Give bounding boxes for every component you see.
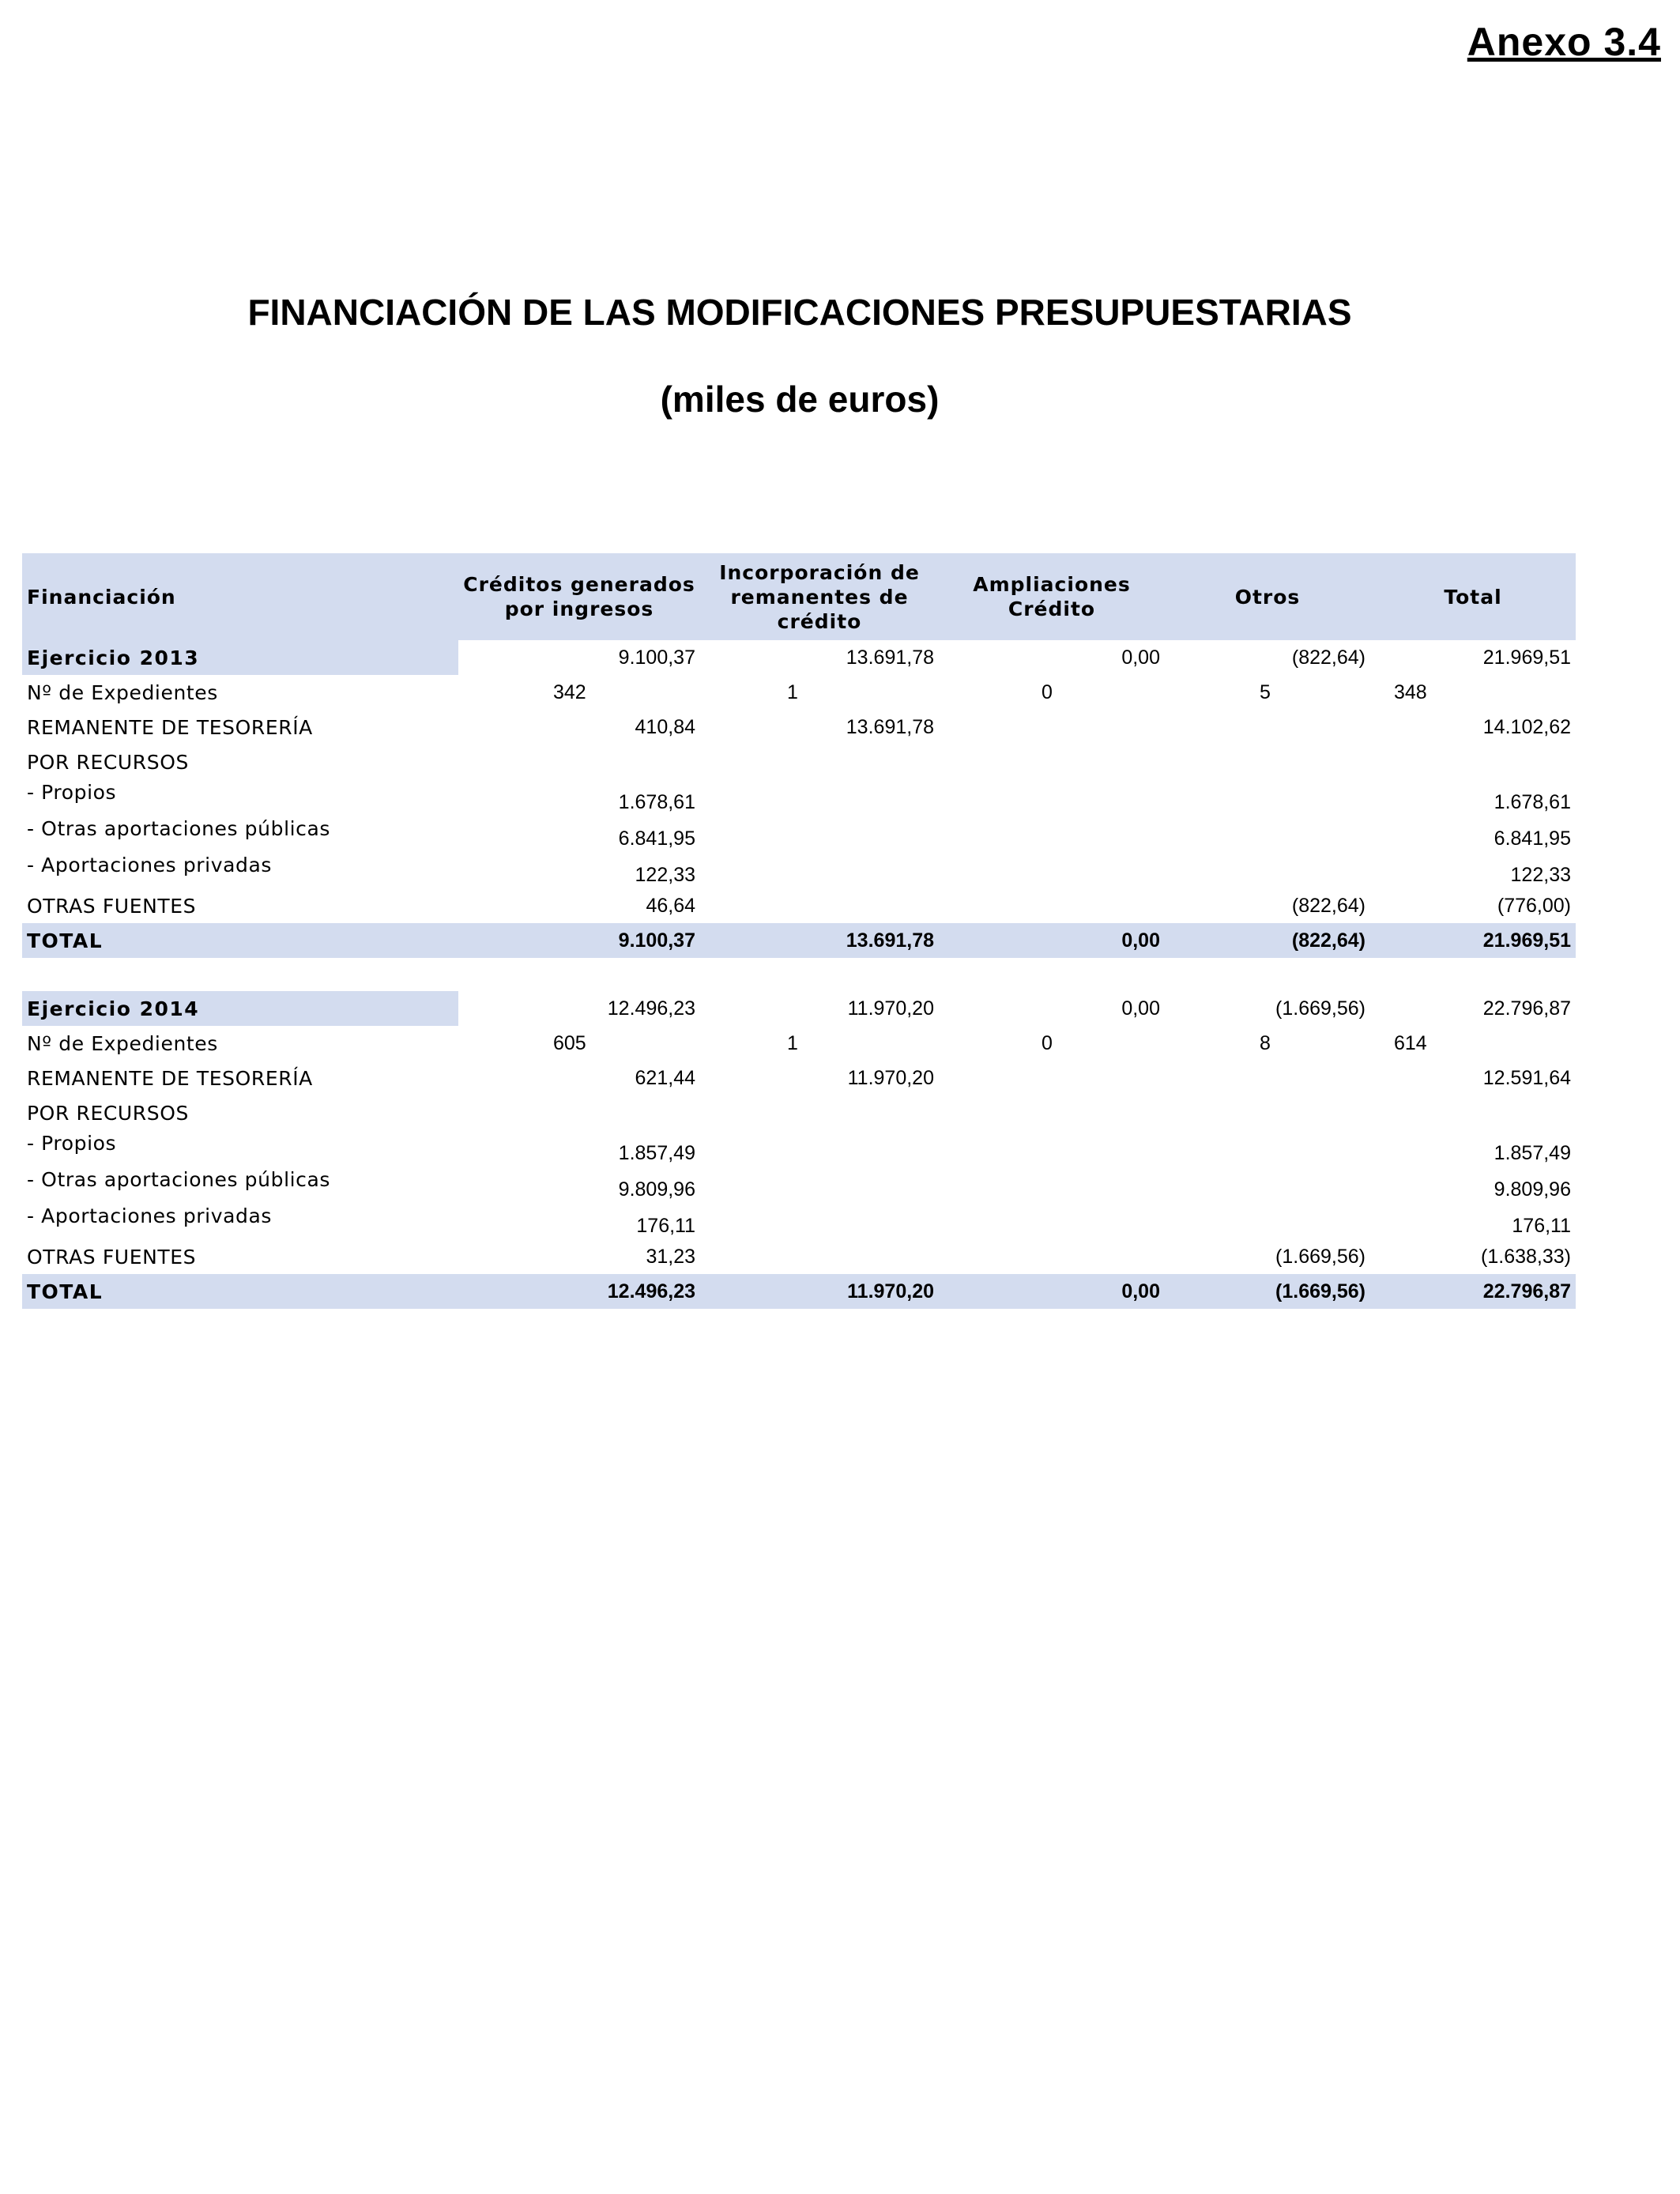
row-label: REMANENTE DE TESORERÍA	[27, 1066, 313, 1090]
value-cell: 614	[1394, 1031, 1427, 1054]
value-cell: 605	[553, 1031, 586, 1054]
value-cell: 5	[1260, 680, 1271, 703]
value-cell	[1165, 779, 1370, 816]
value-cell: (776,00)	[1497, 894, 1571, 917]
header-row	[22, 553, 1576, 640]
value-cell: 176,11	[1512, 1215, 1571, 1237]
value-cell	[700, 1095, 939, 1130]
value-cell	[939, 1130, 1165, 1167]
value-cell: 12.496,23	[607, 997, 695, 1020]
value-cell	[1165, 710, 1370, 745]
value-cell: 8	[1260, 1031, 1271, 1054]
row-label: OTRAS FUENTES	[27, 894, 197, 918]
value-cell	[939, 1203, 1165, 1239]
value-cell	[939, 710, 1165, 745]
value-cell: 0,00	[939, 923, 1165, 958]
header-financiacion: Financiación	[22, 553, 458, 640]
value-cell	[939, 1095, 1165, 1130]
expedientes-row	[22, 675, 1576, 710]
value-cell: 1	[787, 680, 798, 703]
value-cell	[700, 816, 939, 852]
value-cell: 13.691,78	[700, 923, 939, 958]
value-cell	[939, 1167, 1165, 1203]
propios-row	[22, 779, 1576, 816]
value-cell	[939, 888, 1165, 923]
value-cell: 11.970,20	[847, 997, 934, 1020]
header-total: Total	[1370, 553, 1576, 640]
total-row	[22, 1274, 1576, 1309]
value-cell: (822,64)	[1291, 894, 1365, 917]
row-label: Ejercicio 2014	[22, 991, 458, 1026]
row-label: - Propios	[27, 1132, 117, 1155]
propios-row	[22, 1130, 1576, 1167]
value-cell: 1	[787, 1031, 798, 1054]
value-cell: 122,33	[1510, 864, 1571, 886]
header-otros: Otros	[1165, 553, 1370, 640]
value-cell	[1165, 1167, 1370, 1203]
remanente-row	[22, 710, 1576, 745]
header-ampliaciones-credito: Ampliaciones Crédito	[939, 553, 1165, 640]
header-creditos-generados: Créditos generados por ingresos	[458, 553, 700, 640]
row-label: REMANENTE DE TESORERÍA	[27, 715, 313, 739]
year-row	[22, 640, 1576, 675]
year-row	[22, 991, 1576, 1026]
value-cell: 12.591,64	[1482, 1066, 1571, 1089]
value-cell: 0	[1042, 680, 1053, 703]
otras-fuentes-row	[22, 888, 1576, 923]
value-cell: 11.970,20	[700, 1274, 939, 1309]
value-cell: 46,64	[646, 894, 695, 917]
value-cell	[939, 816, 1165, 852]
value-cell: 621,44	[635, 1066, 695, 1089]
value-cell: 21.969,51	[1482, 646, 1571, 669]
value-cell	[1165, 816, 1370, 852]
value-cell	[1165, 1130, 1370, 1167]
spacer-cell	[22, 958, 1576, 991]
row-label: POR RECURSOS	[27, 1101, 189, 1125]
value-cell: 9.809,96	[618, 1178, 695, 1201]
value-cell: 0,00	[1121, 997, 1160, 1020]
value-cell	[700, 1203, 939, 1239]
value-cell: 9.100,37	[618, 646, 695, 669]
otras-aportaciones-row	[22, 816, 1576, 852]
value-cell: 22.796,87	[1482, 997, 1571, 1020]
value-cell: 0,00	[939, 1274, 1165, 1309]
row-label: TOTAL	[22, 923, 458, 958]
spacer-row	[22, 958, 1576, 991]
value-cell: 31,23	[646, 1245, 695, 1268]
value-cell	[939, 779, 1165, 816]
row-label: - Otras aportaciones públicas	[27, 817, 331, 840]
value-cell: (1.638,33)	[1481, 1245, 1571, 1268]
value-cell	[700, 1130, 939, 1167]
value-cell	[700, 888, 939, 923]
value-cell	[1165, 1203, 1370, 1239]
value-cell	[939, 745, 1165, 779]
value-cell	[939, 1061, 1165, 1095]
value-cell: 0	[1042, 1031, 1053, 1054]
value-cell: 176,11	[636, 1215, 695, 1237]
value-cell: 12.496,23	[458, 1274, 700, 1309]
value-cell: 13.691,78	[846, 646, 934, 669]
value-cell	[1165, 745, 1370, 779]
table-body	[22, 640, 1576, 1309]
row-label: - Propios	[27, 781, 117, 804]
row-label: - Otras aportaciones públicas	[27, 1168, 331, 1191]
value-cell	[700, 1239, 939, 1274]
value-cell	[939, 1239, 1165, 1274]
value-cell: 342	[553, 680, 586, 703]
value-cell: 11.970,20	[847, 1066, 934, 1089]
row-label: Nº de Expedientes	[27, 680, 218, 704]
value-cell	[1165, 1061, 1370, 1095]
value-cell: 21.969,51	[1370, 923, 1576, 958]
value-cell: (822,64)	[1291, 646, 1365, 669]
otras-aportaciones-row	[22, 1167, 1576, 1203]
row-label: Ejercicio 2013	[22, 640, 458, 675]
value-cell	[1370, 1095, 1576, 1130]
row-label: POR RECURSOS	[27, 750, 189, 774]
annex-label: Anexo 3.4	[1467, 20, 1661, 64]
value-cell	[1165, 852, 1370, 888]
row-label: Nº de Expedientes	[27, 1031, 218, 1055]
value-cell	[1370, 745, 1576, 779]
value-cell	[700, 852, 939, 888]
value-cell: 6.841,95	[1494, 827, 1571, 850]
value-cell: 13.691,78	[846, 715, 934, 738]
por-recursos-row	[22, 1095, 1576, 1130]
value-cell: (1.669,56)	[1275, 1245, 1365, 1268]
value-cell: 22.796,87	[1370, 1274, 1576, 1309]
value-cell: 0,00	[1121, 646, 1160, 669]
value-cell: 1.678,61	[618, 791, 695, 813]
value-cell	[700, 779, 939, 816]
value-cell: 1.857,49	[1494, 1142, 1571, 1164]
expedientes-row	[22, 1026, 1576, 1061]
value-cell: 1.857,49	[618, 1142, 695, 1164]
value-cell	[458, 745, 700, 779]
page-subtitle: (miles de euros)	[660, 379, 940, 420]
table-header	[22, 553, 1576, 640]
otras-fuentes-row	[22, 1239, 1576, 1274]
value-cell: (1.669,56)	[1165, 1274, 1370, 1309]
value-cell: (1.669,56)	[1275, 997, 1365, 1020]
aportaciones-privadas-row	[22, 852, 1576, 888]
value-cell: 9.809,96	[1494, 1178, 1571, 1201]
value-cell: (822,64)	[1165, 923, 1370, 958]
por-recursos-row	[22, 745, 1576, 779]
total-row	[22, 923, 1576, 958]
header-incorporacion-remanentes: Incorporación de remanentes de crédito	[700, 553, 939, 640]
remanente-row	[22, 1061, 1576, 1095]
value-cell: 9.100,37	[458, 923, 700, 958]
aportaciones-privadas-row	[22, 1203, 1576, 1239]
value-cell: 122,33	[635, 864, 695, 886]
value-cell: 1.678,61	[1494, 791, 1571, 813]
row-label: OTRAS FUENTES	[27, 1245, 197, 1269]
value-cell: 14.102,62	[1482, 715, 1571, 738]
financing-table	[22, 553, 1576, 1309]
row-label: - Aportaciones privadas	[27, 1204, 273, 1227]
value-cell	[700, 1167, 939, 1203]
value-cell	[939, 852, 1165, 888]
value-cell	[1165, 1095, 1370, 1130]
row-label: - Aportaciones privadas	[27, 854, 273, 876]
value-cell: 348	[1394, 680, 1427, 703]
value-cell	[700, 745, 939, 779]
value-cell: 6.841,95	[618, 827, 695, 850]
value-cell	[458, 1095, 700, 1130]
value-cell: 410,84	[635, 715, 695, 738]
page-title: FINANCIACIÓN DE LAS MODIFICACIONES PRESUPUESTARIAS	[247, 292, 1352, 333]
row-label: TOTAL	[22, 1274, 458, 1309]
